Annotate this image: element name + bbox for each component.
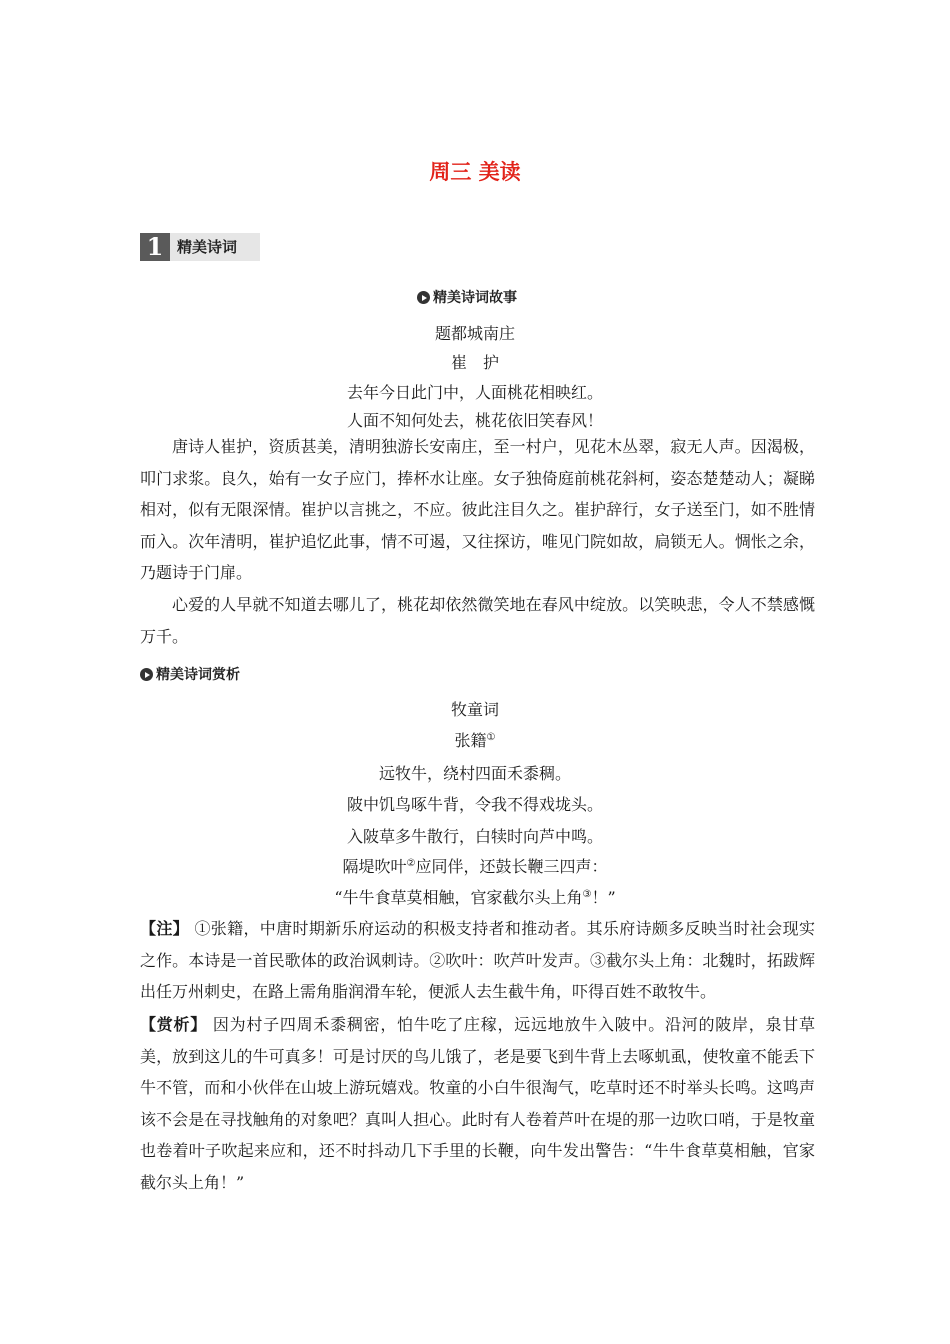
story-poem-line: 人面不知何处去，桃花依旧笑春风！ [346, 411, 603, 430]
play-bullet-icon [417, 291, 430, 304]
story-poem-line: 去年今日此门中，人面桃花相映红。 [346, 383, 603, 402]
analysis-poem-line: 陂中饥鸟啄牛背，令我不得戏垅头。 [346, 795, 603, 814]
analysis-poem-line: 入陂草多牛散行，白犊时向芦中鸣。 [346, 827, 603, 846]
poem-line-text: 隔堤吹叶 [342, 857, 407, 876]
analysis-poem-line [0, 885, 950, 908]
analysis-heading [140, 665, 240, 685]
section-banner [140, 233, 260, 261]
note-text: ①张籍，中唐时期新乐府运动的积极支持者和推动者。其乐府诗颇多反映当时社会现实之作。本诗是一首民歌体的政治讽刺诗。②吹叶：吹芦叶发声。③截尔头上角：北魏时，拓跋辉出任万州刺史，在路上需角脂润滑车轮，便派人去生截牛角，吓得百姓不敢牧牛。 [140, 919, 815, 1001]
play-bullet-icon [140, 668, 153, 681]
section-label: 精美诗词 [177, 238, 238, 256]
section-number: 1 [140, 233, 170, 261]
page-title: 周三 美读 [429, 160, 521, 184]
analysis-poem-line [0, 854, 950, 877]
analysis-poem-line: 远牧牛，绕村四面禾黍稠。 [378, 764, 571, 783]
story-heading-text: 精美诗词故事 [433, 290, 517, 306]
appreciation-paragraph [140, 1009, 815, 1198]
appreciation-label: 【赏析】 [140, 1015, 207, 1034]
footnote-mark: ① [486, 732, 496, 743]
poem-line-text: 应同伴，还鼓长鞭三四声： [415, 857, 608, 876]
appreciation-text: 因为村子四周禾黍稠密，怕牛吃了庄稼，远远地放牛入陂中。沿河的陂岸，泉甘草美，放到这儿的牛可真多！可是讨厌的鸟儿饿了，老是要飞到牛背上去啄虮虱，使牧童不能丢下牛不管，而和小伙伴在山坡上游玩嬉戏。牧童的小白牛很淘气，吃草时还不时举头长鸣。这鸣声该不会是在寻找触角的对象吧？真叫人担心。此时有人卷着芦叶在堤的那一边吹口哨，于是牧童也卷着叶子吹起来应和，还不时抖动几下手里的长鞭，向牛发出警告：“牛牛食草莫相触，官家截尔头上角！” [140, 1015, 815, 1192]
story-heading [417, 288, 517, 308]
footnote-mark: ② [406, 858, 416, 869]
analysis-poem-title: 牧童词 [450, 700, 499, 719]
story-poem-title: 题都城南庄 [434, 324, 515, 343]
analysis-poem-author [0, 728, 950, 751]
note-paragraph [140, 913, 815, 1008]
footnote-mark: ③ [582, 889, 592, 900]
story-paragraph: 唐诗人崔护，资质甚美，清明独游长安南庄，至一村户，见花木丛翠，寂无人声。因渴极，叩门求浆。良久，始有一女子应门，捧杯水让座。女子独倚庭前桃花斜柯，姿态楚楚动人；凝睇相对，似有无限深情。崔护以言挑之，不应。彼此注目久之。崔护辞行，女子送至门，如不胜情而入。次年清明，崔护追忆此事，情不可遏，又往探访，唯见门院如故，扃锁无人。惆怅之余，乃题诗于门扉。 [140, 437, 815, 582]
note-label: 【注】 [140, 919, 190, 938]
analysis-author-name: 张籍 [454, 731, 487, 750]
story-paragraph: 心爱的人早就不知道去哪儿了，桃花却依然微笑地在春风中绽放。以笑映悲，令人不禁感慨万千。 [140, 595, 815, 646]
poem-line-text: “牛牛食草莫相触，官家截尔头上角 [334, 888, 583, 907]
poem-line-text: ！” [591, 888, 616, 907]
analysis-heading-text: 精美诗词赏析 [156, 667, 240, 683]
story-poem-author: 崔 护 [450, 353, 499, 372]
